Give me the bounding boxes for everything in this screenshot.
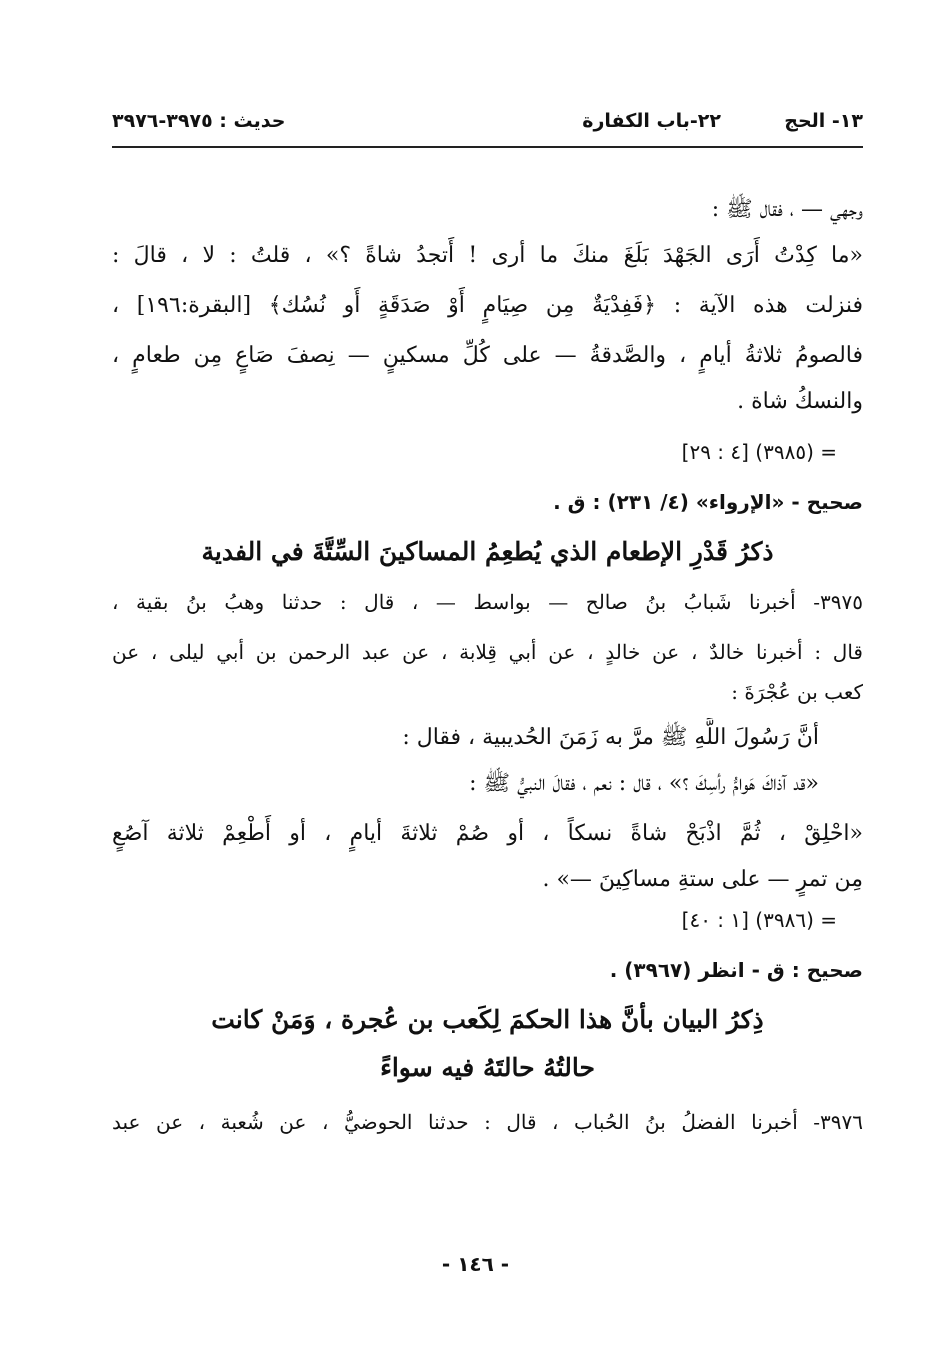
text-line: مِن تمرٍ — على ستةِ مساكِينَ —» .: [542, 867, 863, 892]
text-line: كعب بن عُجْرَةَ :: [731, 680, 863, 704]
text-line: قال : أخبرنا خالدٌ ، عن خالدٍ ، عن أبي قِلابة ، عن عبد الرحمن بن أبي ليلى ، عن: [112, 640, 863, 664]
page-number: - ١٤٦ -: [441, 1252, 510, 1276]
cross-reference: = (٣٩٨٦) [١ : ٤٠]: [681, 908, 837, 932]
text-line: «ما كِدْتُ أَرَى الجَهْدَ بَلَغَ منكَ ما أرى ! أَتجدُ شاةً ؟» ، قلتُ : لا ، قالَ :: [112, 243, 863, 268]
text-line: أنَّ رَسُولَ اللَّهِ ﷺ مرَّ به زَمَنَ الحُديبية ، فقال :: [402, 725, 819, 750]
text-line: وجهي — ، فقال ﷺ :: [711, 197, 863, 222]
hadith-grade: صحيح : ق - انظر (٣٩٦٧) .: [609, 958, 863, 982]
text-line: والنسكُ شاة .: [737, 389, 863, 414]
header-divider: [112, 146, 863, 148]
section-heading: ذِكرُ البيان بأنَّ هذا الحكمَ لِكَعب بن عُجرة ، وَمَنْ كانت: [211, 1005, 764, 1034]
text-line: فالصومُ ثلاثةُ أيامٍ ، والصَّدقةُ — على كُلِّ مسكينٍ — نِصفَ صَاعٍ مِن طعامٍ ،: [112, 343, 863, 368]
text-line: «قد آذاكَ هَوامُّ رأسِكَ ؟» ، قال : نعم ، فقالَ النبيُّ ﷺ :: [469, 771, 819, 796]
page-body: [112, 190, 863, 1142]
text-line: ٣٩٧٦- أخبرنا الفضلُ بنُ الحُباب ، قال : حدثنا الحوضيُّ ، عن شُعبة ، عن عبد: [112, 1110, 863, 1134]
running-header: [112, 108, 863, 142]
header-book-title: ١٣- الحج: [784, 110, 863, 132]
section-heading: ذكرُ قَدْرِ الإطعام الذي يُطعِمُ المساكينَ السِّتَّةَ في الفدية: [201, 537, 774, 566]
text-line: «احْلِقْ ، ثُمَّ اذْبَحْ شاةً نسكاً ، أو صُمْ ثلاثةَ أيامٍ ، أو أَطْعِمْ ثلاثة آصُعٍ: [112, 821, 863, 846]
header-hadith-range: حديث : ٣٩٧٥-٣٩٧٦: [112, 110, 286, 132]
cross-reference: = (٣٩٨٥) [٤ : ٢٩]: [681, 440, 837, 464]
hadith-grade: صحيح - «الإرواء» (٤/ ٢٣١) : ق .: [553, 490, 863, 514]
text-line: فنزلت هذه الآية : ﴿فَفِدْيَةٌ مِن صِيَامٍ أَوْ صَدَقَةٍ أَو نُسُك﴾ [البقرة:١٩٦] ،: [112, 293, 863, 318]
section-heading-continued: حالتُهُ حالتَهُ فيه سواءً: [380, 1053, 595, 1082]
text-line: ٣٩٧٥- أخبرنا شَبابُ بنُ صالح — بواسط — ، قال : حدثنا وهبُ بنُ بقية ،: [112, 590, 863, 614]
header-chapter-title: ٢٢-باب الكفارة: [582, 110, 721, 132]
